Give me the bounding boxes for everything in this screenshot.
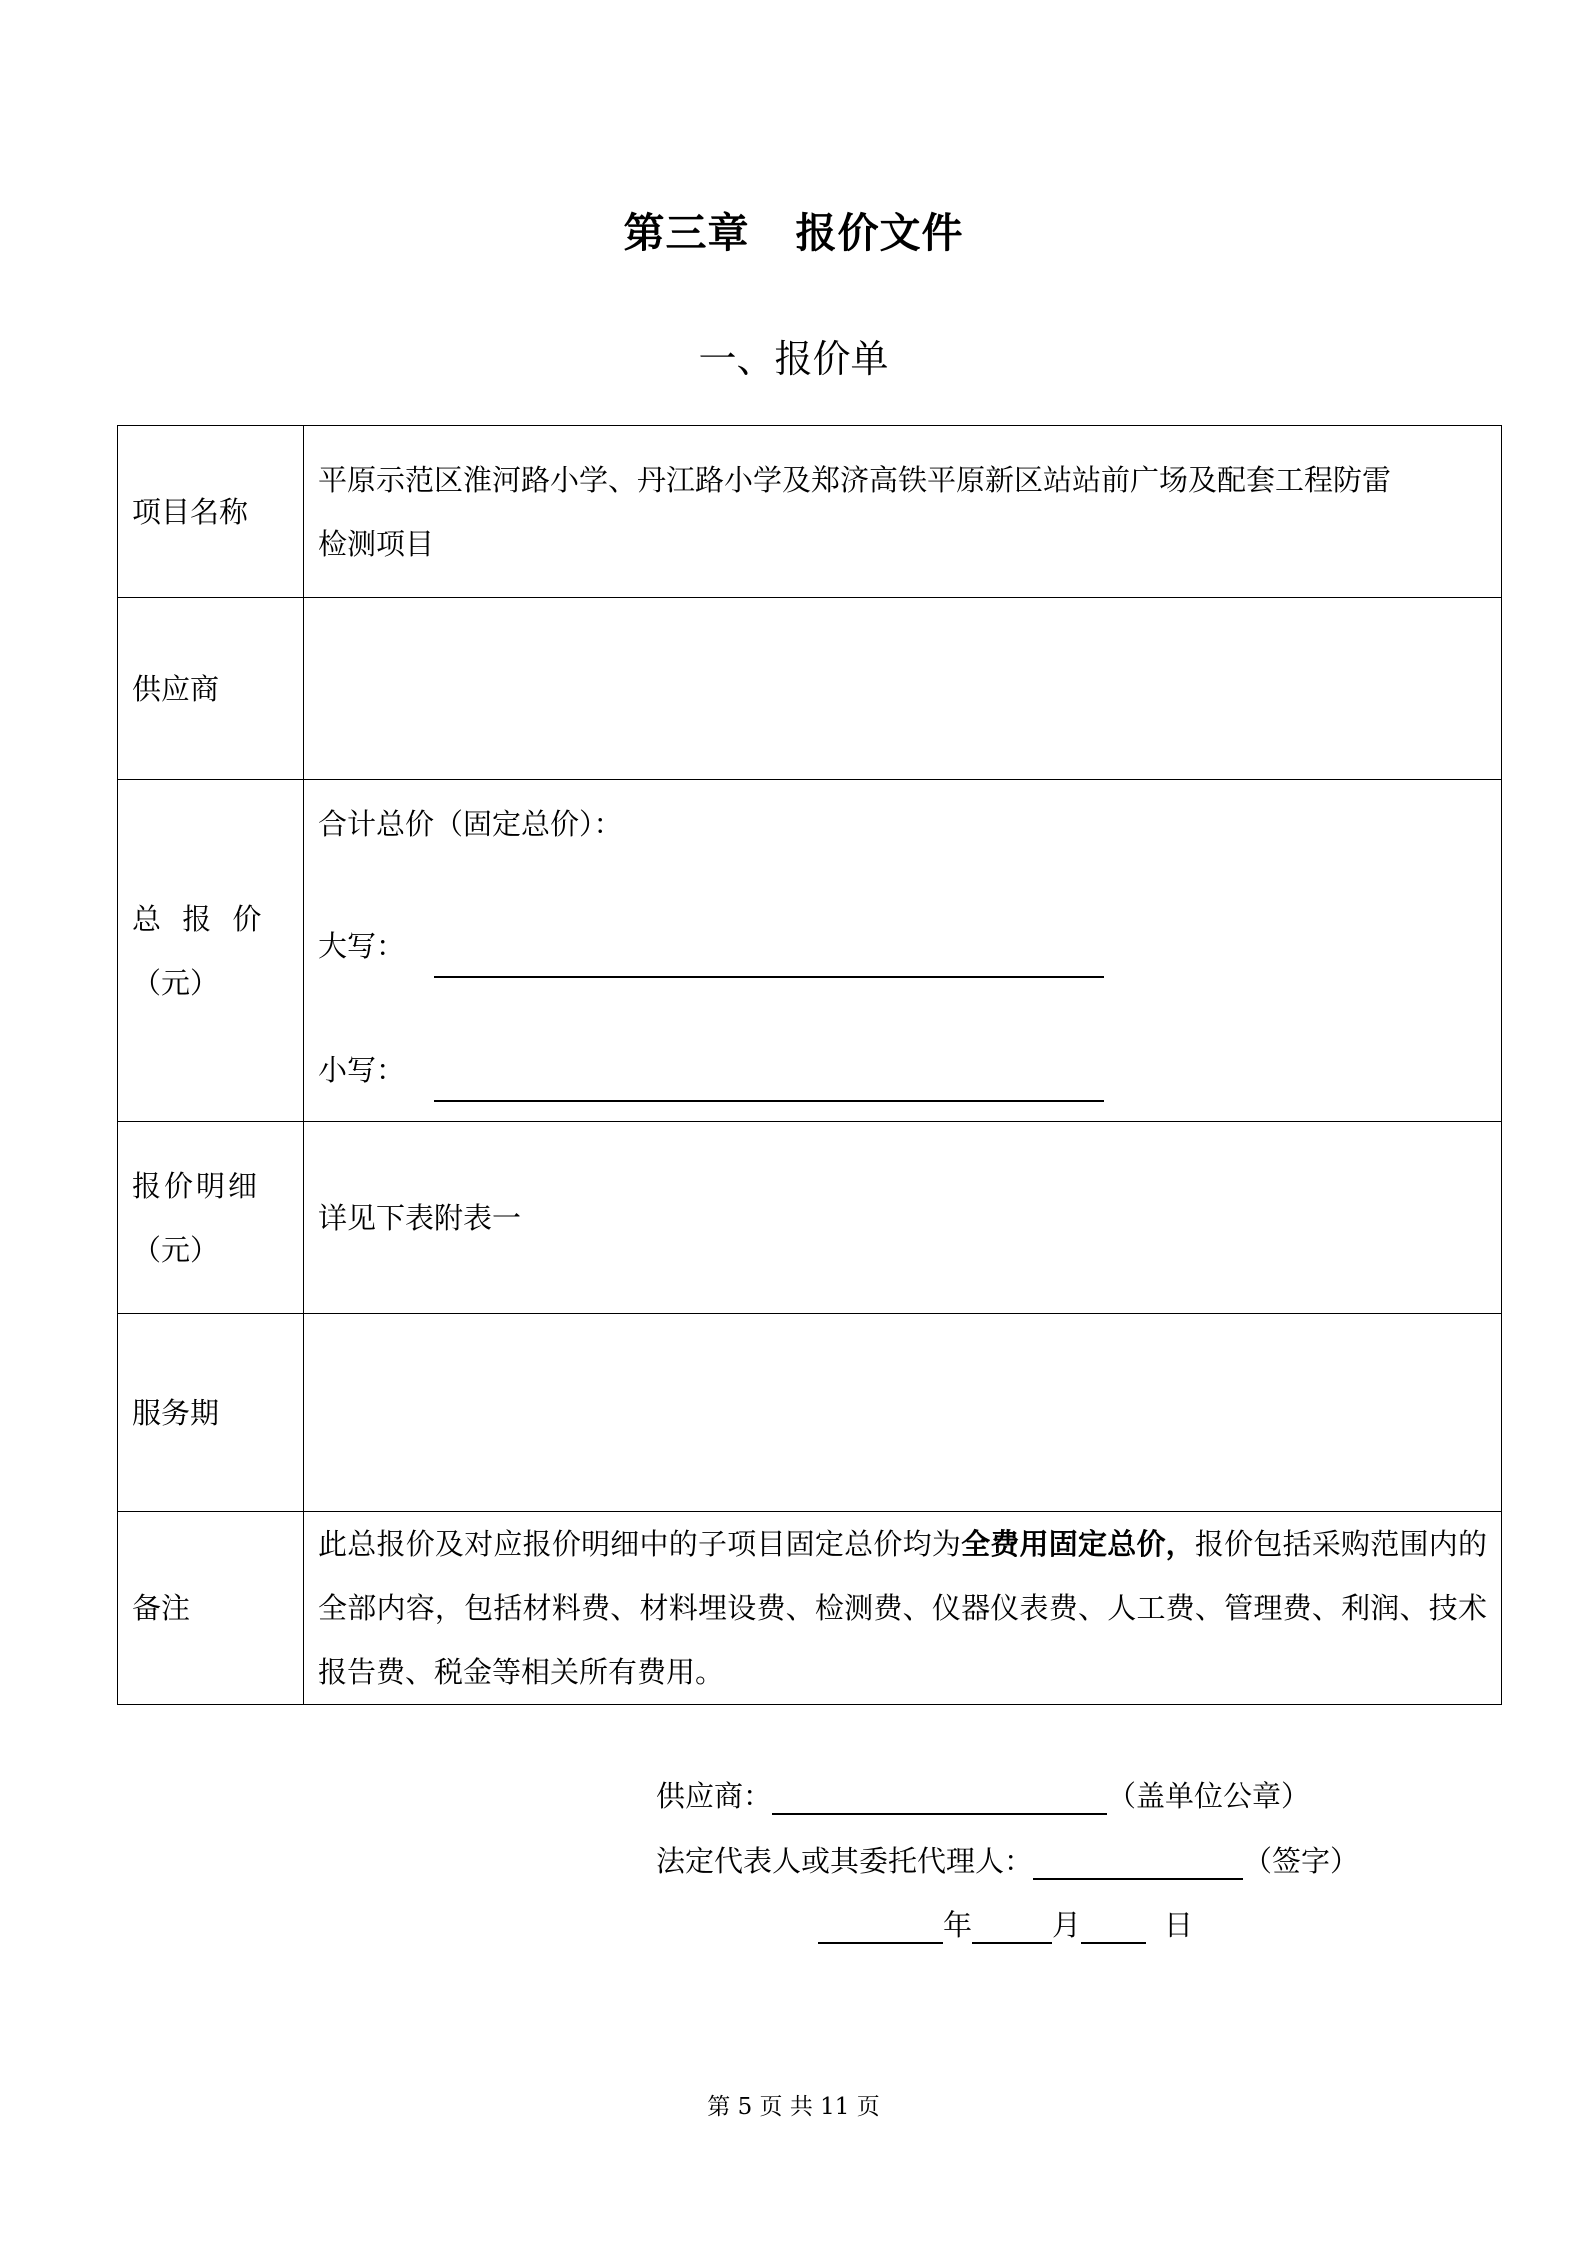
signature-rep-label: 法定代表人或其委托代理人： [656,1844,1034,1878]
detail-label-line2: （元） [132,1232,220,1267]
chapter-name: 报价文件 [795,209,964,257]
project-label: 项目名称 [118,426,304,598]
signature-supplier-line[interactable] [772,1773,1107,1815]
total-sum-label: 合计总价（固定总价）： [318,807,623,841]
signature-supplier-suffix: （盖单位公章） [1107,1779,1311,1813]
row-service [118,1314,1502,1512]
total-label [118,780,304,1122]
date-month-line[interactable] [972,1902,1052,1944]
total-label-line1: 总 报 价 [132,901,268,936]
service-value[interactable] [304,1314,1502,1512]
date-year-line[interactable] [818,1902,943,1944]
row-detail [118,1122,1502,1314]
row-total-price [118,780,1502,1122]
supplier-value[interactable] [304,598,1502,780]
signature-rep-suffix: （签字） [1243,1844,1360,1878]
upper-case-line[interactable] [434,936,1104,978]
service-label: 服务期 [118,1314,304,1512]
chapter-number: 第三章 [623,209,750,257]
signature-supplier-label: 供应商： [656,1779,773,1813]
total-value [304,780,1502,1122]
row-remark [118,1512,1502,1705]
upper-case-row [318,914,1487,978]
date-year: 年 [943,1908,973,1942]
detail-label-line1: 报价明细 [132,1168,261,1203]
project-value-line2: 检测项目 [318,526,435,561]
remark-value [304,1512,1502,1705]
quote-table [117,425,1502,1705]
date-day: 日 [1164,1908,1194,1942]
chapter-title [0,200,1587,259]
signature-supplier-row [656,1773,1310,1815]
remark-label: 备注 [118,1512,304,1705]
remark-part2: 报价包括采购范围内的全部内容，包括材料费、材料埋设费、检测费、仪器仪表费、人工费、管理费、利润、技术报告费、税金等相关所有费用。 [318,1527,1487,1689]
detail-value: 详见下表附表一 [304,1122,1502,1314]
signature-rep-row [656,1838,1359,1880]
row-project [118,426,1502,598]
total-label-line2: （元） [132,965,220,1000]
lower-case-row [318,1038,1487,1102]
upper-case-label: 大写： [318,929,406,963]
row-supplier [118,598,1502,780]
date-month: 月 [1052,1908,1082,1942]
signature-rep-line[interactable] [1033,1838,1243,1880]
lower-case-line[interactable] [434,1060,1104,1102]
remark-part1: 此总报价及对应报价明细中的子项目固定总价均为 [318,1527,962,1561]
remark-bold: 全费用固定总价， [961,1527,1195,1561]
lower-case-label: 小写： [318,1053,406,1087]
signature-date-row [818,1902,1193,1944]
date-day-line[interactable] [1081,1902,1146,1944]
section-title: 一、报价单 [698,337,889,381]
project-value-line1: 平原示范区淮河路小学、丹江路小学及郑济高铁平原新区站站前广场及配套工程防雷 [318,462,1392,497]
project-value [304,426,1502,598]
supplier-label: 供应商 [118,598,304,780]
page-footer: 第 5 页 共 11 页 [707,2094,880,2120]
detail-label [118,1122,304,1314]
